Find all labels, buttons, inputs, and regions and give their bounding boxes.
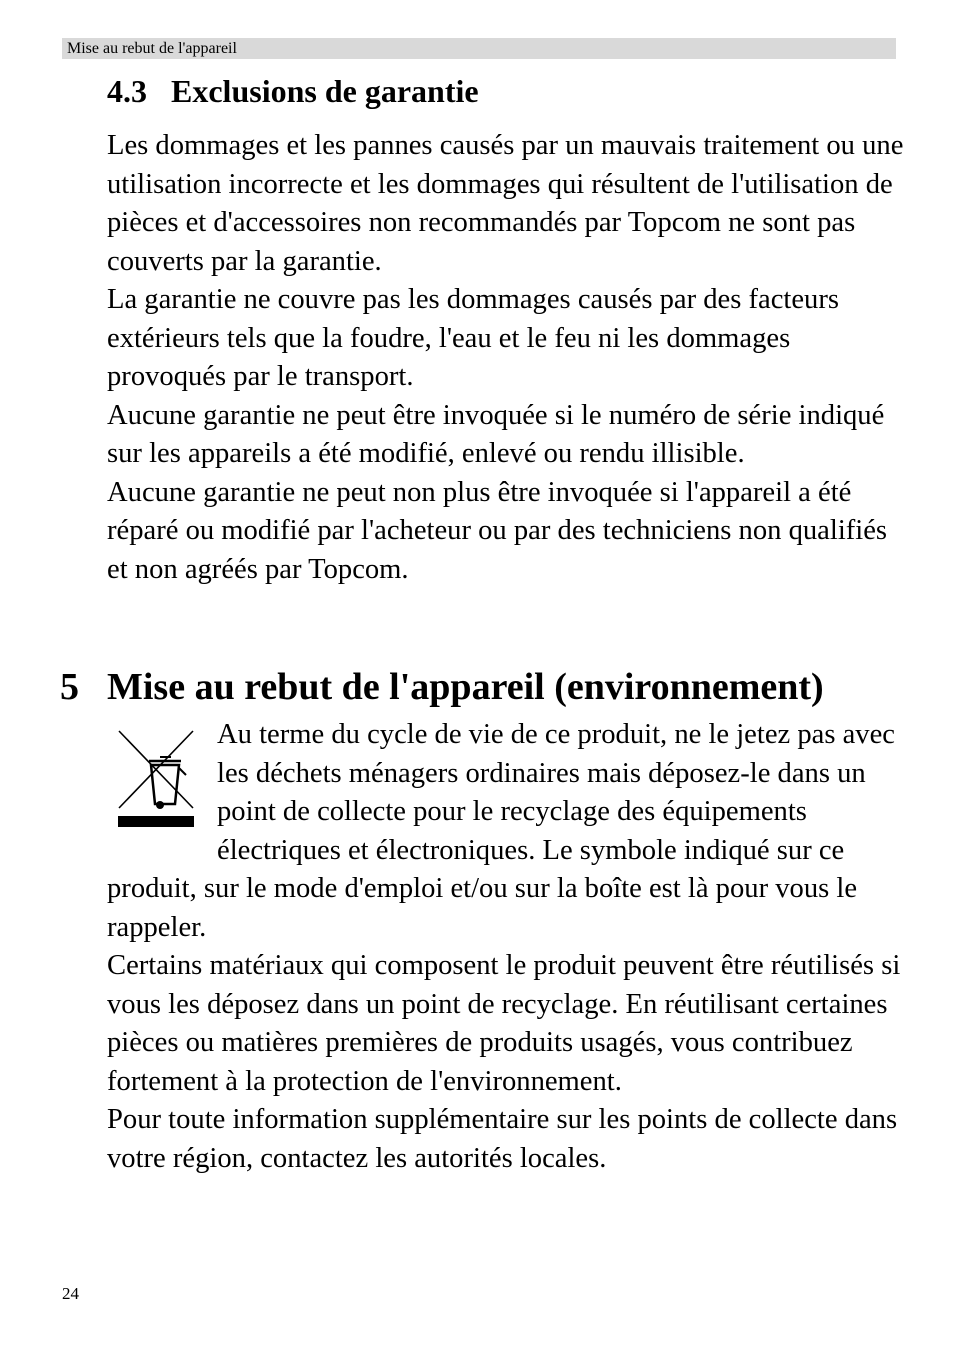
section-5-heading	[60, 662, 824, 712]
page-number: 24	[62, 1284, 79, 1303]
crossed-out-wheelie-bin-icon	[115, 728, 225, 856]
warranty-exclusions-text	[107, 127, 907, 589]
section-4-3-title: Exclusions de garantie	[171, 73, 479, 109]
paragraph: Pour toute information supplémentaire sur les points de collecte dans votre région, contactez les autorités locales.	[107, 1104, 898, 1174]
paragraph: Au terme du cycle de vie de ce produit, ne le jetez pas avec les déchets ménagers ordinaires mais déposez-le dans un point de collecte pour le recyclage des équipements électriques et électroniques. Le symbole indiqué sur ce produit, sur le mode d'emploi et/ou sur la boîte est là pour vous le rappeler.	[107, 719, 895, 943]
section-4-3-number: 4.3	[107, 73, 147, 109]
disposal-text	[107, 716, 907, 1178]
paragraph: La garantie ne couvre pas les dommages causés par des facteurs extérieurs tels que la foudre, l'eau et le feu ni les dommages provoqués par le transport.	[107, 284, 840, 392]
running-header: Mise au rebut de l'appareil	[62, 38, 896, 59]
section-5-number: 5	[60, 666, 79, 708]
paragraph: Aucune garantie ne peut être invoquée si le numéro de série indiqué sur les appareils a été modifié, enlevé ou rendu illisible.	[107, 399, 885, 469]
section-5-title: Mise au rebut de l'appareil (environnement)	[107, 666, 824, 708]
paragraph: Aucune garantie ne peut non plus être invoquée si l'appareil a été réparé ou modifié par l'acheteur ou par des techniciens non qualifiés et non agréés par Topcom.	[107, 476, 888, 585]
paragraph: Les dommages et les pannes causés par un mauvais traitement ou une utilisation incorrecte et les dommages qui résultent de l'utilisation de pièces et d'accessoires non recommandés par Topcom ne sont pas couverts par la garantie.	[107, 130, 904, 277]
weee-icon-spacer	[107, 716, 217, 860]
section-4-3-heading	[107, 70, 479, 112]
paragraph: Certains matériaux qui composent le produit peuvent être réutilisés si vous les déposez dans un point de recyclage. En réutilisant certaines pièces ou matières premières de produits usagés, vous contribuez fortement à la protection de l'environnement.	[107, 950, 901, 1097]
